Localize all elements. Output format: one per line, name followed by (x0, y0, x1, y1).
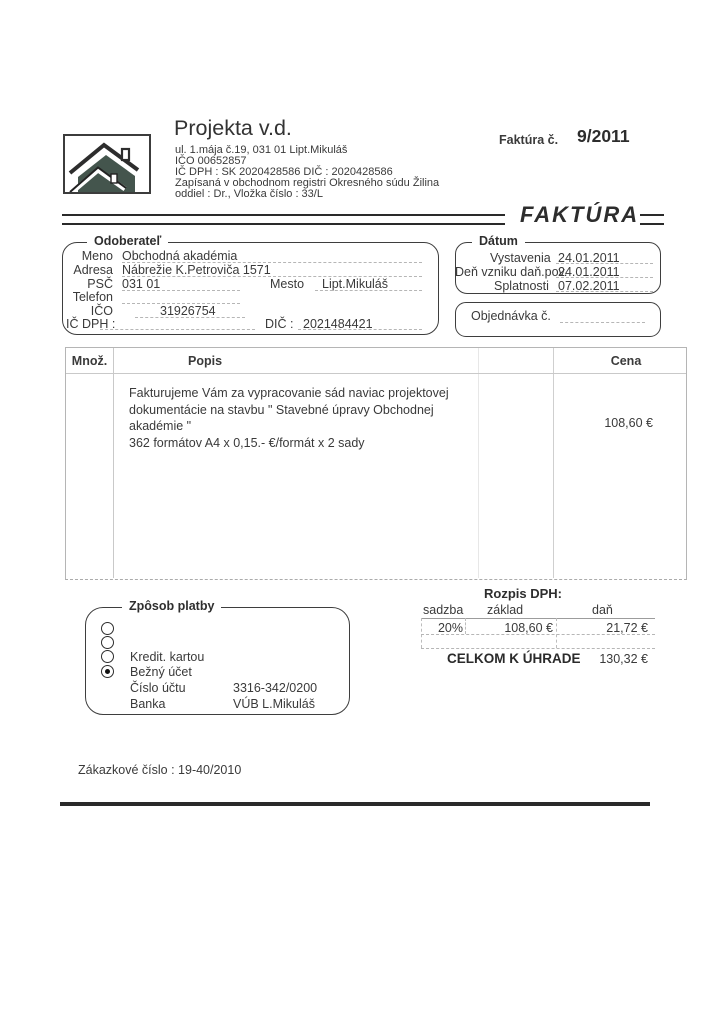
title-rule-left (62, 214, 505, 225)
vat-row-topline (421, 618, 655, 619)
col-header-price: Cena (610, 354, 642, 368)
field-underline (556, 277, 653, 278)
table-vline (113, 348, 114, 578)
customer-city-label: Mesto (270, 277, 305, 291)
items-table (65, 347, 687, 580)
table-header-divider (66, 373, 686, 374)
dates-box-title: Dátum (472, 234, 525, 248)
total-label: CELKOM K ÚHRADE (447, 651, 581, 666)
company-name: Projekta v.d. (174, 116, 292, 140)
date-issued-value: 24.01.2011 (558, 251, 620, 265)
vat-tax-header: daň (592, 603, 613, 617)
date-due-label: Splatnosti (494, 279, 549, 293)
vat-rate-header: sadzba (423, 603, 464, 617)
customer-address: Nábrežie K.Petroviča 1571 (122, 263, 271, 277)
vat-base-header: základ (487, 603, 524, 617)
field-underline (135, 317, 245, 318)
vat-tax: 21,72 € (606, 621, 648, 635)
date-issued-label: Vystavenia (490, 251, 551, 265)
customer-name-label: Meno (81, 249, 113, 263)
vat-row-bottomline (421, 634, 655, 635)
customer-zip-label: PSČ (87, 277, 113, 291)
item-price: 108,60 € (604, 416, 653, 430)
title-rule-right (640, 214, 664, 225)
account-number-label: Číslo účtu (130, 681, 186, 695)
company-address: ul. 1.mája č.19, 031 01 Lipt.Mikuláš (175, 144, 348, 156)
invoice-number: 9/2011 (577, 126, 630, 146)
total-value: 130,32 € (599, 652, 648, 666)
table-vline (478, 348, 479, 578)
item-description-line: Fakturujeme Vám za vypracovanie sád naviac projektovej (129, 386, 449, 400)
vat-base: 108,60 € (504, 621, 553, 635)
company-register-line1: Zapísaná v obchodnom registri Okresného súdu Žilina (175, 177, 440, 189)
customer-box-title: Odoberateľ (87, 234, 168, 248)
vat-empty-row-line (421, 648, 655, 649)
field-underline (315, 290, 422, 291)
customer-name: Obchodná akadémia (122, 249, 238, 263)
customer-city: Lipt.Mikuláš (322, 277, 388, 291)
bank-value: VÚB L.Mikuláš (233, 697, 315, 711)
radio-selected-dot (105, 669, 110, 674)
field-underline (298, 329, 422, 330)
table-vline (553, 348, 554, 578)
customer-dic: 2021484421 (303, 317, 373, 331)
footer-rule (60, 802, 650, 806)
payment-box-title: Zpôsob platby (122, 599, 221, 613)
payment-radio-1 (101, 622, 114, 635)
order-number-label: Objednávka č. (471, 309, 551, 323)
field-underline (556, 263, 653, 264)
customer-icdph-label: IČ DPH : (66, 317, 116, 331)
payment-option-credit-card-label: Kredit. kartou (130, 650, 205, 664)
vat-rate: 20% (437, 621, 463, 635)
date-tax-label: Deň vzniku daň.pov. (455, 265, 568, 279)
customer-address-label: Adresa (73, 263, 113, 277)
item-description-line: 362 formátov A4 x 0,15.- €/formát x 2 sady (129, 435, 365, 450)
field-underline (560, 322, 645, 323)
house-icon (65, 136, 149, 192)
payment-radio-bank-account (101, 665, 114, 678)
field-underline (556, 291, 653, 292)
vat-vline (465, 618, 466, 634)
date-tax-value: 24.01.2011 (558, 265, 620, 279)
payment-option-bank-account-label: Bežný účet (130, 665, 192, 679)
field-underline (100, 329, 255, 330)
customer-ico: 31926754 (160, 304, 216, 318)
invoice-number-label: Faktúra č. (499, 133, 559, 147)
payment-radio-credit-card (101, 650, 114, 663)
order-reference: Zákazkové číslo : 19-40/2010 (78, 763, 242, 777)
customer-phone-label: Telefon (72, 290, 113, 304)
company-ico: IČO 00652857 (175, 155, 247, 167)
vat-title: Rozpis DPH: (484, 586, 562, 601)
vat-vline (421, 618, 422, 648)
col-header-qty: Množ. (71, 354, 108, 368)
company-tax-ids: IČ DPH : SK 2020428586 DIČ : 2020428586 (175, 166, 393, 178)
item-description (129, 385, 474, 451)
vat-vline (556, 618, 557, 648)
invoice-title: FAKTÚRA (520, 202, 640, 227)
bank-label: Banka (130, 697, 166, 711)
col-header-description: Popis (188, 354, 223, 368)
customer-dic-label: DIČ : (265, 317, 294, 331)
customer-ico-label: IČO (90, 304, 113, 318)
date-due-value: 07.02.2011 (558, 279, 620, 293)
field-underline (122, 290, 240, 291)
company-logo (63, 134, 151, 194)
customer-zip: 031 01 (122, 277, 161, 291)
company-register-line2: oddiel : Dr., Vložka číslo : 33/L (175, 188, 323, 200)
item-description-line: dokumentácie na stavbu " Stavebné úpravy Obchodnej akadémie " (129, 402, 434, 433)
account-number-value: 3316-342/0200 (233, 681, 318, 695)
payment-radio-2 (101, 636, 114, 649)
